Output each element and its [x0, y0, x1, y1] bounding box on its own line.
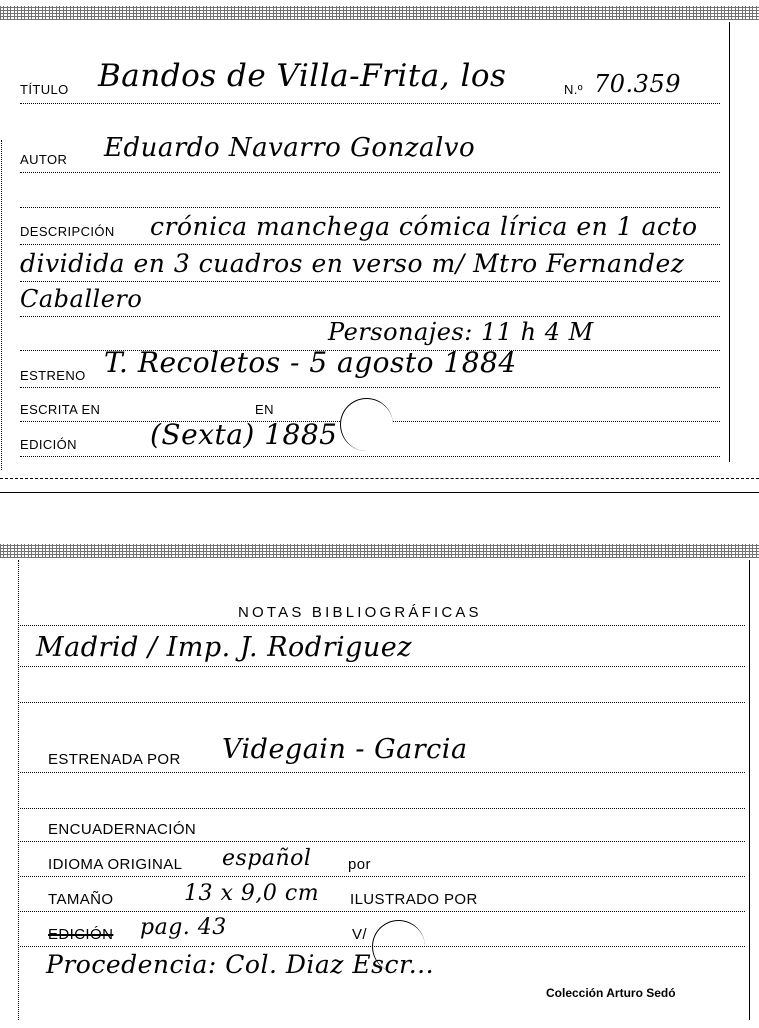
encuadernacion-label: ENCUADERNACIÓN	[48, 821, 197, 838]
estreno-value: T. Recoletos - 5 agosto 1884	[104, 346, 517, 379]
left-edge	[1, 140, 2, 470]
top-edge-texture	[0, 6, 759, 20]
idioma-label: IDIOMA ORIGINAL	[48, 856, 183, 873]
catalog-card-back	[0, 538, 759, 1028]
rule	[20, 876, 745, 877]
ilustrado-por-label: ILUSTRADO POR	[350, 891, 478, 908]
autor-value: Eduardo Navarro Gonzalvo	[104, 133, 476, 163]
autor-label: AUTOR	[20, 152, 68, 167]
rule	[20, 911, 745, 912]
estreno-label: ESTRENO	[20, 368, 86, 383]
right-border	[729, 22, 730, 462]
rule	[20, 103, 720, 104]
tamano-value: 13 x 9,0 cm	[184, 881, 320, 906]
rule	[20, 207, 720, 208]
rule	[20, 772, 745, 773]
edicion-value: pag. 43	[140, 915, 227, 940]
punch-hole	[340, 398, 393, 451]
notas-value: Madrid / Imp. J. Rodriguez	[36, 632, 413, 663]
rule	[20, 946, 745, 947]
rule	[20, 387, 720, 388]
estrenada-por-value: Videgain - Garcia	[222, 734, 468, 765]
por-label: por	[348, 856, 371, 873]
catalog-card-front	[0, 0, 759, 496]
descripcion-line-1: crónica manchega cómica lírica en 1 acto	[150, 212, 698, 241]
escrita-en-label: ESCRITA EN	[20, 402, 101, 417]
titulo-value: Bandos de Villa-Frita, los	[98, 58, 507, 94]
catalog-number: 70.359	[594, 70, 681, 98]
en-label: EN	[255, 402, 274, 417]
rule	[20, 244, 720, 245]
estrenada-por-label: ESTRENADA POR	[48, 751, 181, 768]
coleccion-credit: Colección Arturo Sedó	[546, 986, 676, 1000]
tamano-label: TAMAÑO	[48, 891, 114, 908]
titulo-label: TÍTULO	[20, 82, 69, 97]
idioma-value: español	[222, 846, 312, 871]
rule	[20, 281, 720, 282]
edicion-value: (Sexta) 1885	[150, 418, 338, 451]
procedencia-value: Procedencia: Col. Diaz Escr...	[46, 950, 435, 979]
rule	[20, 666, 745, 667]
personajes: Personajes: 11 h 4 M	[328, 318, 594, 346]
top-edge-texture	[0, 544, 759, 558]
number-label: N.º	[564, 82, 583, 97]
edicion-label-struck: EDICIÓN	[48, 926, 114, 943]
left-border	[18, 560, 19, 1020]
rule	[20, 625, 745, 626]
notas-heading: NOTAS BIBLIOGRÁFICAS	[238, 604, 482, 621]
bottom-edge-solid	[0, 492, 759, 493]
edicion-label: EDICIÓN	[20, 437, 77, 452]
rule	[20, 841, 745, 842]
descripcion-line-2: dividida en 3 cuadros en verso m/ Mtro Fernandez	[20, 249, 685, 278]
descripcion-label: DESCRIPCIÓN	[20, 224, 115, 239]
rule	[20, 172, 720, 173]
bottom-edge	[0, 478, 759, 479]
v-label: V/	[352, 926, 367, 943]
rule	[20, 702, 745, 703]
rule	[20, 316, 720, 317]
right-border	[749, 560, 750, 1020]
rule	[20, 456, 720, 457]
rule	[20, 808, 745, 809]
descripcion-line-3: Caballero	[20, 285, 143, 313]
